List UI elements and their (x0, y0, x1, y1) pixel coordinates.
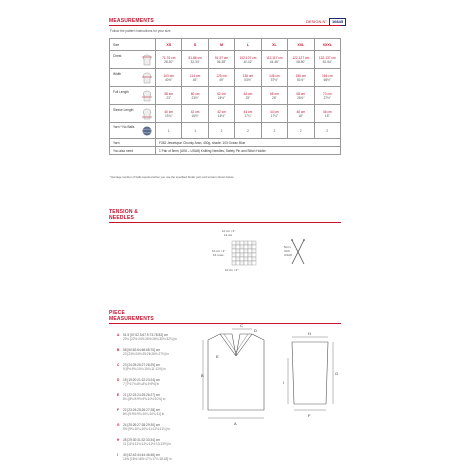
row-label-text: Sleeve Length (113, 107, 134, 112)
list-item (117, 423, 203, 438)
swatch-cell (236, 249, 240, 253)
table-cell (288, 87, 314, 105)
measurements-rule (109, 25, 341, 26)
cell-secondary: 45" (192, 77, 198, 82)
piece-measurement-list (117, 333, 203, 468)
piece-metric: 21 [22:23:24:25:26:27] cm (123, 393, 161, 397)
cell-secondary: 23½" (191, 95, 199, 100)
need-row-value: 1 Pair of 5mm (UK6 – USA8) Knitting Needles, Safety Pin and Stitch Holder. (156, 147, 341, 155)
table-cell (182, 105, 208, 123)
list-item (117, 438, 203, 453)
table-cell (182, 51, 208, 69)
diagram-label-d: D (254, 328, 257, 333)
cell-primary: 2 (299, 128, 302, 133)
table-cell (235, 69, 261, 87)
header-size: Size (110, 39, 156, 51)
piece-letter: E (117, 393, 120, 397)
swatch-cell (240, 245, 244, 249)
cell-primary: 156 cm (295, 73, 307, 78)
cell-secondary: 25" (245, 95, 251, 100)
table-cell (182, 87, 208, 105)
swatch-cell (232, 241, 236, 245)
swatch-cell (240, 253, 244, 257)
row-label-text: Full Length (113, 89, 129, 94)
list-item (117, 393, 203, 408)
table-cell (235, 87, 261, 105)
width-icon (141, 72, 153, 84)
list-item (117, 378, 203, 393)
cell-secondary: 23" (166, 95, 172, 100)
cell-secondary: 32-34" (190, 59, 200, 64)
swatch-cell (248, 249, 252, 253)
cell-primary: 42 cm (217, 109, 226, 114)
table-cell (156, 51, 182, 69)
cell-secondary: 48-50" (296, 59, 306, 64)
yarn-row (110, 139, 341, 147)
cell-secondary: 16½" (217, 113, 226, 118)
header-xl: XL (261, 39, 287, 51)
header-xxxl: XXXL (314, 39, 340, 51)
table-cell (288, 105, 314, 123)
swatch-cell (232, 257, 236, 261)
table-cell (261, 51, 287, 69)
diagram-label-a: A (234, 421, 237, 426)
swatch-cell (252, 241, 256, 245)
table-cell (208, 51, 234, 69)
swatch-cell (236, 245, 240, 249)
table-cell (261, 123, 287, 139)
swatch-cell (236, 241, 240, 245)
table-cell (261, 87, 287, 105)
swatch-cell (248, 253, 252, 257)
cell-primary: 40 cm (164, 109, 174, 114)
swatch-cell (244, 245, 248, 249)
list-item (117, 348, 203, 363)
header-s: S (182, 39, 208, 51)
list-item (117, 453, 203, 468)
piece-imperial: 15¾ [16½:16½:17¼:17¼:18:18] in (123, 457, 172, 461)
measurements-footnote: *Average number of balls required when you use the specified Sirdar yarn and tension shown below. (110, 175, 235, 179)
cell-primary: 64 cm (243, 91, 253, 96)
row-label-text: Width (113, 71, 122, 76)
table-cell (314, 69, 340, 87)
cell-primary: 2 (220, 128, 223, 133)
table-row (110, 51, 341, 69)
piece-imperial: 9 [9½:9¾:10¼:10¾:11:11½] in (123, 367, 166, 371)
diagram-label-g: G (335, 371, 339, 376)
garment-schematic (201, 323, 344, 433)
cell-primary: 146 cm (269, 73, 280, 78)
pieces-title-line2: MEASUREMENTS (109, 316, 154, 322)
diagram-label-f: F (308, 413, 311, 418)
swatch-cell (244, 249, 248, 253)
cell-secondary: 27½" (323, 95, 331, 100)
cell-primary: 1 (194, 128, 197, 133)
row-label-text: Chest (113, 53, 122, 58)
table-cell (156, 87, 182, 105)
cell-primary: 1 (167, 128, 170, 133)
row-label (110, 51, 156, 69)
row-label (110, 69, 156, 87)
table-cell (208, 105, 234, 123)
cell-secondary: 40½" (165, 77, 173, 82)
piece-metric: 23 [24:25:26:27:28:29] cm (123, 363, 161, 367)
piece-imperial: 8¾ [9:9½:9¾:10¼:10¾:11] in (123, 412, 165, 416)
header-xxl: XXL (288, 39, 314, 51)
table-cell (261, 69, 287, 87)
cell-primary: 60 cm (190, 91, 200, 96)
swatch-cell (236, 261, 240, 265)
tension-sts-label: 12 sts (224, 233, 233, 237)
piece-letter: D (117, 378, 120, 382)
sleeve-piece-outline (292, 342, 328, 404)
tension-rows-label: 16 rows (213, 253, 224, 257)
sleeve-length-icon (141, 108, 153, 120)
swatch-cell (236, 253, 240, 257)
swatch-cell (252, 245, 256, 249)
chest-icon (141, 54, 153, 66)
cell-secondary: 57½" (270, 77, 279, 82)
swatch-cell (240, 261, 244, 265)
swatch-cell (248, 241, 252, 245)
table-cell (156, 123, 182, 139)
table-row (110, 105, 341, 123)
cell-primary: 136 cm (242, 73, 254, 78)
swatch-cell (252, 261, 256, 265)
cell-primary: 112-117 cm (266, 55, 283, 60)
diagram-label-b: B (201, 373, 204, 378)
header-xs: XS (156, 39, 182, 51)
table-cell (156, 105, 182, 123)
diagram-label-c: C (240, 323, 243, 328)
yarn-row-label: Yarn (110, 139, 156, 147)
table-row (110, 123, 341, 139)
piece-metric: 22 [23:24:25:26:27:28] cm (123, 408, 161, 412)
design-label: DESIGN N° (306, 19, 327, 24)
cell-secondary: 28-30" (164, 59, 174, 64)
table-cell (288, 69, 314, 87)
body-piece-outline (208, 334, 264, 410)
diagram-label-h: H (308, 331, 311, 336)
tension-title-line2: NEEDLES (109, 215, 135, 221)
cell-secondary: 65½" (323, 77, 331, 82)
piece-metric: 40 [42:42:44:44:46:46] cm (123, 453, 161, 457)
needle-us-label: USA8 (284, 253, 292, 257)
row-label (110, 123, 156, 139)
needle-size-label: 5mm (284, 245, 291, 249)
cell-primary: 2 (247, 128, 249, 133)
piece-metric: 18 [19:20:21:22:23:24] cm (123, 378, 161, 382)
cell-secondary: 40-42" (243, 59, 253, 64)
piece-imperial: 8¼ [8¾:9:9½:9¾:10¼:10¾] in (123, 397, 166, 401)
table-cell (208, 87, 234, 105)
swatch-cell (252, 253, 256, 257)
cell-secondary: 52-54" (322, 59, 332, 64)
table-cell (314, 87, 340, 105)
piece-metric: 58 [60:62:64:66:68:70] cm (123, 348, 161, 352)
swatch-cell (240, 241, 244, 245)
tension-title-line1: TENSION & (109, 209, 139, 215)
cell-secondary: 17¼" (270, 113, 279, 118)
cell-primary: 58 cm (164, 91, 174, 96)
cell-primary: 62 cm (217, 91, 226, 96)
tension-width-label: 10 cm / 4" (222, 229, 236, 233)
table-cell (288, 51, 314, 69)
pieces-rule (109, 323, 341, 324)
table-cell (235, 105, 261, 123)
piece-imperial: 9½ [9¾:10¼:10¾:11:11½:11¾] in (123, 427, 170, 431)
cell-secondary: 26½" (297, 95, 305, 100)
table-cell (314, 123, 340, 139)
table-cell (261, 105, 287, 123)
cell-secondary: 44-46" (269, 59, 280, 64)
cell-primary: 46 cm (322, 109, 332, 114)
cell-primary: 103 cm (163, 73, 174, 78)
table-cell (208, 123, 234, 139)
full-length-icon (141, 90, 153, 102)
cell-secondary: 26" (272, 95, 277, 100)
row-label (110, 87, 156, 105)
table-row (110, 69, 341, 87)
piece-letter: I (117, 453, 118, 457)
cell-primary: 125 cm (216, 73, 227, 78)
cell-secondary: 18" (298, 113, 304, 118)
diagram-label-i: I (283, 380, 285, 385)
swatch-cell (252, 257, 256, 261)
cell-secondary: 36-38" (216, 59, 227, 64)
table-cell (182, 69, 208, 87)
piece-metric: 24 [25:26:27:28:29:30] cm (123, 423, 161, 427)
cell-primary: 70 cm (322, 91, 332, 96)
piece-metric: 51.5 [57:62.5:67.5:73:78:83] cm (123, 333, 169, 337)
table-cell (288, 123, 314, 139)
swatch-cell (240, 257, 244, 261)
table-cell (235, 123, 261, 139)
piece-imperial: 7 [7½:7¾:8¼:8¾:9:9½] in (123, 382, 160, 386)
table-cell (182, 123, 208, 139)
cell-primary: 66 cm (270, 91, 279, 96)
cell-primary: 81-86 cm (188, 55, 202, 60)
swatch-cell (244, 241, 248, 245)
header-l: L (235, 39, 261, 51)
piece-imperial: 23 [23½:24½:25:26:26½:27½] in (123, 352, 169, 356)
cell-secondary: 15¾" (165, 113, 173, 118)
cell-primary: 166 cm (322, 73, 333, 78)
piece-letter: C (117, 363, 120, 367)
needle-uk-label: UK6 (284, 249, 290, 253)
swatch-cell (244, 257, 248, 261)
cell-secondary: 16½" (191, 113, 199, 118)
need-row (110, 147, 341, 155)
swatch-cell (248, 261, 252, 265)
swatch-cell (248, 257, 252, 261)
tension-rule (109, 222, 341, 223)
yarn-ball-icon (141, 125, 153, 137)
needles-diagram (284, 238, 314, 273)
cell-primary: 46 cm (296, 109, 306, 114)
cell-secondary: 49" (219, 77, 224, 82)
piece-imperial: 11 [11½:11¾:12¼:12½:13:13½] in (123, 442, 171, 446)
swatch-grid (232, 241, 256, 265)
pieces-title-line1: PIECE (109, 310, 126, 316)
list-item (117, 363, 203, 378)
cell-primary: 71-76 cm (162, 55, 176, 60)
swatch-cell (236, 257, 240, 261)
swatch-cell (232, 245, 236, 249)
design-number-value: 10845 (329, 18, 346, 26)
cell-primary: 114 cm (190, 73, 201, 78)
cell-primary: 2 (326, 128, 329, 133)
yarn-row-value: F362 Jewelspun Chunky Aran, 400g, shade: 103 Ocean Blue (156, 139, 341, 147)
cell-secondary: 18" (324, 113, 330, 118)
piece-letter: G (117, 423, 120, 427)
list-item (117, 408, 203, 423)
swatch-cell (244, 261, 248, 265)
cell-secondary: 24½" (217, 95, 226, 100)
tension-width-label-bottom: 10 cm / 4" (225, 268, 239, 272)
swatch-cell (248, 245, 252, 249)
table-header-row (110, 39, 341, 51)
swatch-cell (232, 249, 236, 253)
cell-primary: 44 cm (270, 109, 279, 114)
cell-secondary: 53½" (244, 77, 252, 82)
table-cell (235, 51, 261, 69)
table-row (110, 87, 341, 105)
swatch-cell (244, 253, 248, 257)
measurements-title: MEASUREMENTS (109, 18, 154, 24)
piece-letter: A (117, 333, 120, 337)
cell-primary: 91-97 cm (214, 55, 229, 60)
piece-metric: 28 [29:30:31:32:33:34] cm (123, 438, 161, 442)
cell-primary: 42 cm (190, 109, 200, 114)
swatch-cell (252, 249, 256, 253)
swatch-cell (232, 261, 236, 265)
row-label-text: Yarn * No Balls (113, 124, 135, 129)
need-row-label: You also need (110, 147, 156, 155)
row-label (110, 105, 156, 123)
swatch-cell (240, 249, 244, 253)
cell-secondary: 61½" (297, 77, 305, 82)
tension-swatch-diagram (212, 228, 272, 279)
piece-letter: B (117, 348, 120, 352)
measurements-table (109, 38, 341, 155)
cell-primary: 132-137 cm (318, 55, 336, 60)
header-m: M (208, 39, 234, 51)
measurements-instruction: Follow the pattern instructions for your size (110, 29, 171, 33)
table-cell (156, 69, 182, 87)
table-cell (314, 51, 340, 69)
cell-secondary: 17¼" (244, 113, 252, 118)
cell-primary: 68 cm (296, 91, 306, 96)
table-cell (208, 69, 234, 87)
cell-primary: 2 (273, 128, 276, 133)
table-cell (314, 105, 340, 123)
list-item (117, 333, 203, 348)
tension-height-label: 10 cm / 4" (212, 249, 226, 253)
piece-imperial: 20¼ [22½:24½:26½:28¾:30¾:32¾] in (123, 337, 177, 341)
cell-primary: 102-107 cm (239, 55, 257, 60)
diagram-label-e: E (216, 354, 219, 359)
piece-letter: H (117, 438, 120, 442)
cell-primary: 44 cm (243, 109, 253, 114)
swatch-cell (232, 253, 236, 257)
cell-primary: 122-127 cm (292, 55, 310, 60)
piece-letter: F (117, 408, 119, 412)
